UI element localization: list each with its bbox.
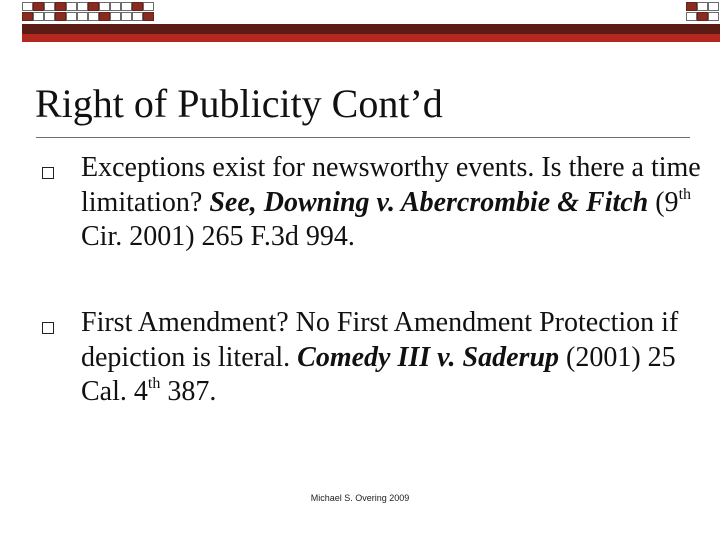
bullet-text-part: See, Downing v. Abercrombie & Fitch	[209, 186, 649, 218]
bullet-text-part: Cir. 2001) 265 F.3d 994.	[81, 221, 355, 253]
bullet-text-part: (2001) 25 Cal. 4	[81, 341, 676, 408]
bullet-text-part: (9	[648, 186, 679, 218]
square-bullet-icon	[42, 322, 54, 334]
bullet-text-part: First Amendment? No First Amendment Protection if depiction is literal.	[81, 307, 679, 373]
bullet-text-part: Exceptions exist for newsworthy events. Is there a time limitation?	[81, 152, 701, 218]
title-underline	[36, 137, 690, 138]
bullet-item-2	[81, 306, 701, 410]
bullet-text-part: 387.	[160, 376, 217, 408]
square-bullet-icon	[42, 167, 54, 179]
bullet-text-part: Comedy III v. Saderup	[297, 341, 560, 373]
slide-title: Right of Publicity Cont’d	[35, 81, 443, 126]
header-bar-dark	[22, 24, 720, 34]
bullet-item-1	[81, 151, 701, 255]
bullet-text-part: th	[147, 375, 161, 393]
bullet-text-part: th	[678, 185, 692, 203]
header-bar-light	[22, 34, 720, 42]
footer-credit: Michael S. Overing 2009	[310, 493, 410, 503]
